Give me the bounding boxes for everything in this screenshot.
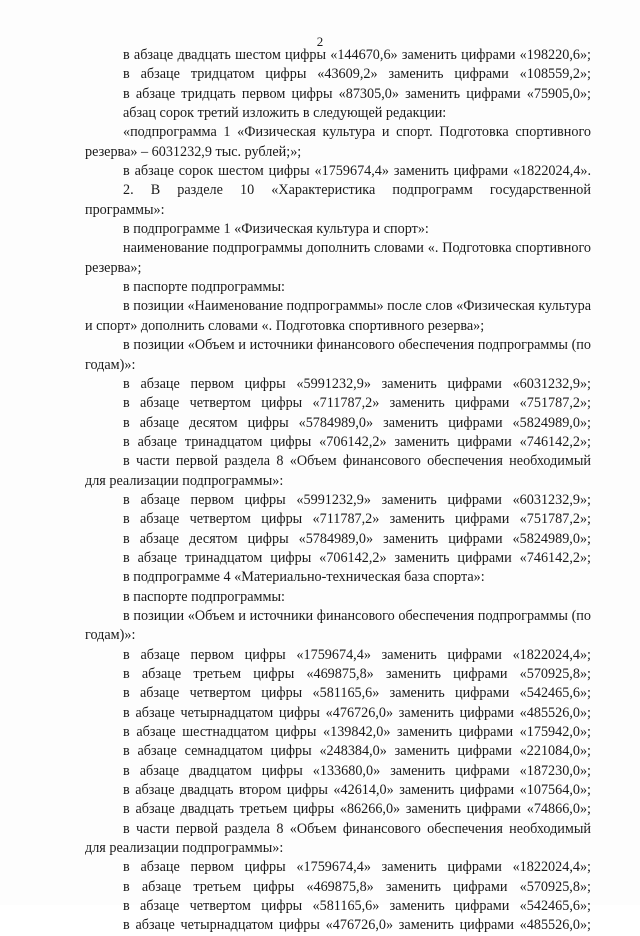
paragraph: в абзаце десятом цифры «5784989,0» заменить цифрами «5824989,0»; bbox=[123, 414, 591, 431]
paragraph: в абзаце первом цифры «5991232,9» заменить цифрами «6031232,9»; bbox=[123, 375, 591, 392]
paragraph: в абзаце шестнадцатом цифры «139842,0» заменить цифрами «175942,0»; bbox=[123, 724, 591, 741]
paragraph: в абзаце двадцать шестом цифры «144670,6» заменить цифрами «198220,6»; bbox=[123, 47, 591, 63]
paragraph: в абзаце четырнадцатом цифры «476726,0» заменить цифрами «485526,0»; bbox=[123, 704, 591, 721]
paragraph: в паспорте подпрограммы: bbox=[123, 588, 285, 605]
paragraph: в абзаце двадцатом цифры «133680,0» заменить цифрами «187230,0»; bbox=[123, 762, 591, 779]
paragraph: «подпрограмма 1 «Физическая культура и спорт. Подготовка спортивного резерва» – 6031232,9 тыс. рублей;»; bbox=[85, 124, 591, 160]
document-body bbox=[85, 46, 591, 936]
paragraph: абзац сорок третий изложить в следующей редакции: bbox=[123, 105, 447, 122]
paragraph: 2. В разделе 10 «Характеристика подпрограмм государственной программы»: bbox=[85, 182, 591, 218]
paragraph: в абзаце двадцать втором цифры «42614,0» заменить цифрами «107564,0»; bbox=[123, 782, 591, 799]
paragraph: в подпрограмме 1 «Физическая культура и спорт»: bbox=[123, 221, 429, 238]
paragraph: в паспорте подпрограммы: bbox=[123, 279, 285, 296]
paragraph: в позиции «Объем и источники финансового обеспечения подпрограммы (по годам)»: bbox=[85, 607, 591, 644]
paragraph: в абзаце третьем цифры «469875,8» заменить цифрами «570925,8»; bbox=[123, 878, 591, 895]
paragraph: в абзаце тринадцатом цифры «706142,2» заменить цифрами «746142,2»; bbox=[123, 433, 591, 450]
paragraph: в абзаце четвертом цифры «711787,2» заменить цифрами «751787,2»; bbox=[123, 511, 591, 528]
paragraph: в абзаце семнадцатом цифры «248384,0» заменить цифрами «221084,0»; bbox=[123, 743, 591, 760]
paragraph: в абзаце первом цифры «5991232,9» заменить цифрами «6031232,9»; bbox=[123, 491, 591, 508]
paragraph: в абзаце третьем цифры «469875,8» заменить цифрами «570925,8»; bbox=[123, 666, 591, 682]
paragraph: в абзаце первом цифры «1759674,4» заменить цифрами «1822024,4»; bbox=[123, 646, 591, 663]
paragraph: в абзаце четвертом цифры «581165,6» заменить цифрами «542465,6»; bbox=[123, 685, 591, 702]
paragraph: в позиции «Объем и источники финансового обеспечения подпрограммы (по годам)»: bbox=[85, 337, 591, 373]
page-number: 2 bbox=[316, 34, 324, 49]
paragraph: в абзаце тридцатом цифры «43609,2» заменить цифрами «108559,2»; bbox=[123, 66, 591, 83]
paragraph: в абзаце первом цифры «1759674,4» заменить цифрами «1822024,4»; bbox=[123, 859, 591, 876]
paragraph: в позиции «Наименование подпрограммы» после слов «Физическая культура и спорт» дополнить словами «. Подготовка спортивного резерва»; bbox=[85, 298, 591, 334]
paragraph: в части первой раздела 8 «Объем финансового обеспечения необходимый для реализации подпрограммы»: bbox=[85, 820, 591, 857]
paragraph: в абзаце четырнадцатом цифры «476726,0» заменить цифрами «485526,0»; bbox=[123, 917, 591, 934]
paragraph: в абзаце четвертом цифры «711787,2» заменить цифрами «751787,2»; bbox=[123, 395, 591, 412]
paragraph: в абзаце сорок шестом цифры «1759674,4» заменить цифрами «1822024,4». bbox=[123, 163, 591, 180]
paragraph: наименование подпрограммы дополнить словами «. Подготовка спортивного резерва»; bbox=[85, 240, 591, 276]
paragraph: в абзаце двадцать третьем цифры «86266,0» заменить цифрами «74866,0»; bbox=[123, 801, 591, 818]
paragraph: в абзаце десятом цифры «5784989,0» заменить цифрами «5824989,0»; bbox=[123, 530, 591, 547]
paragraph: в части первой раздела 8 «Объем финансового обеспечения необходимый для реализации подпрограммы»: bbox=[85, 453, 591, 489]
paragraph: в абзаце тринадцатом цифры «706142,2» заменить цифрами «746142,2»; bbox=[123, 549, 591, 566]
paragraph: в абзаце четвертом цифры «581165,6» заменить цифрами «542465,6»; bbox=[123, 898, 591, 915]
paragraph: в подпрограмме 4 «Материально-техническая база спорта»: bbox=[123, 569, 485, 586]
paragraph: в абзаце тридцать первом цифры «87305,0» заменить цифрами «75905,0»; bbox=[123, 85, 591, 102]
